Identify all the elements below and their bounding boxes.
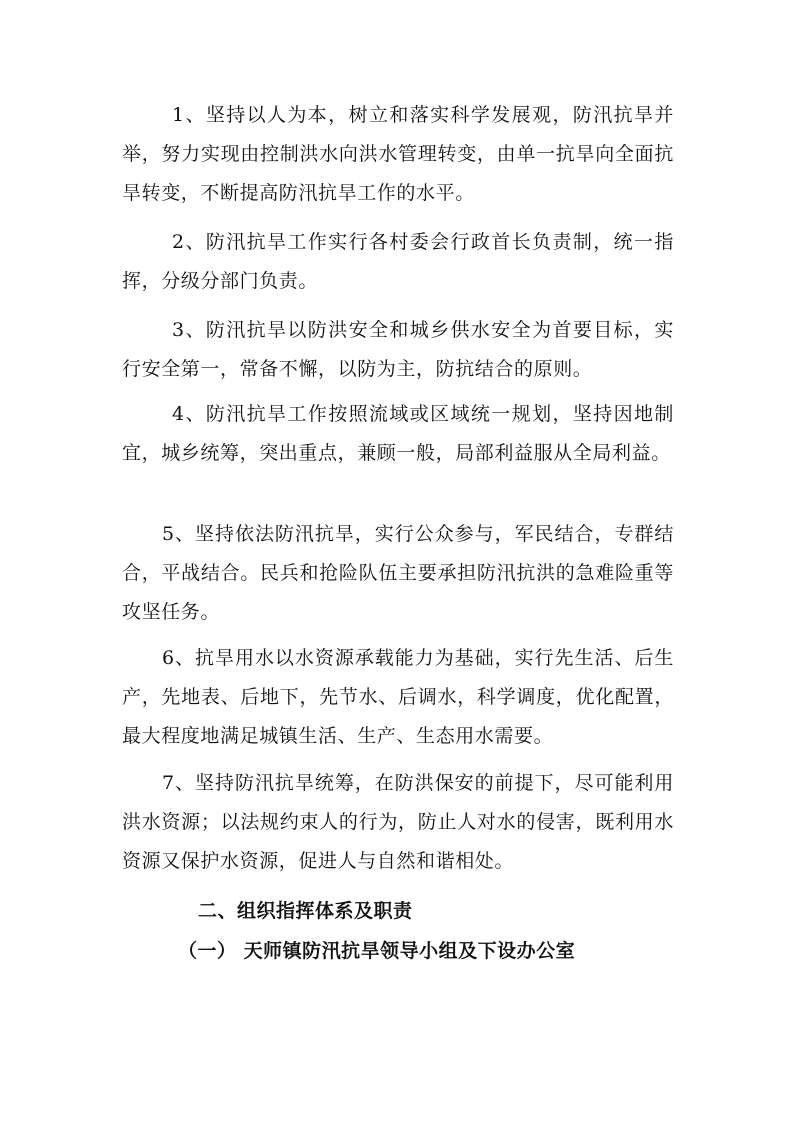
subsection-heading: （一） 天师镇防汛抗旱领导小组及下设办公室 [178,940,576,962]
paragraph-2: 2、防汛抗旱工作实行各村委会行政首长负责制，统一指挥，分级分部门负责。 [122,231,674,292]
paragraph-5: 5、坚持依法防汛抗旱，实行公众参与，军民结合，专群结合，平战结合。民兵和抢险队伍主要承担防汛抗洪的急难险重等攻坚任务。 [122,523,674,623]
paragraph-4: 4、防汛抗旱工作按照流域或区域统一规划，坚持因地制宜，城乡统筹，突出重点，兼顾一般，局部利益服从全局利益。 [122,403,674,464]
paragraph-1: 1、坚持以人为本，树立和落实科学发展观，防汛抗旱并举，努力实现由控制洪水向洪水管理转变，由单一抗旱向全面抗旱转变，不断提高防汛抗旱工作的水平。 [122,104,674,204]
paragraph-3: 3、防汛抗旱以防洪安全和城乡供水安全为首要目标，实行安全第一，常备不懈，以防为主，防抗结合的原则。 [122,319,674,380]
section-heading: 二、组织指挥体系及职责 [198,900,413,922]
paragraph-6: 6、抗旱用水以水资源承载能力为基础，实行先生活、后生产，先地表、后地下，先节水、后调水，科学调度，优化配置，最大程度地满足城镇生活、生产、生态用水需要。 [122,647,674,747]
paragraph-7: 7、坚持防汛抗旱统筹，在防洪保安的前提下，尽可能利用洪水资源；以法规约束人的行为，防止人对水的侵害，既利用水资源又保护水资源，促进人与自然和谐相处。 [122,772,674,872]
